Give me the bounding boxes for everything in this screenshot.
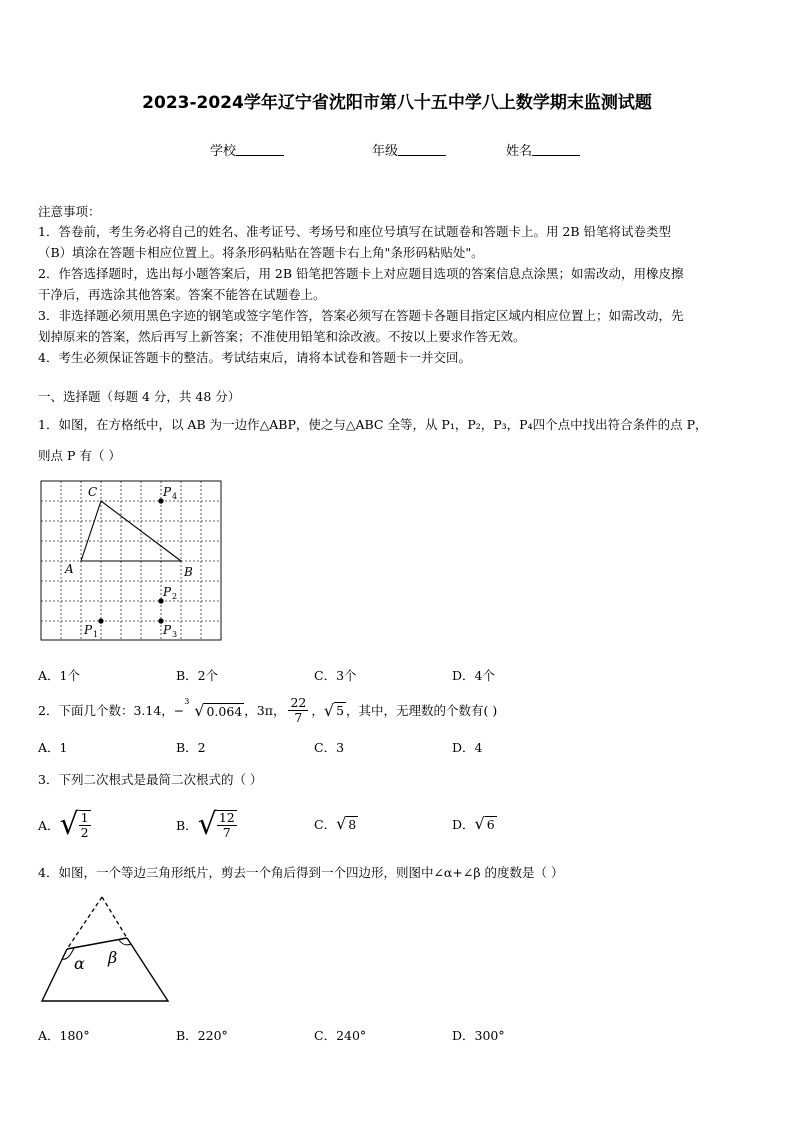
point-p4 [158, 498, 163, 503]
q2-option-b: B．2 [176, 740, 206, 755]
question-1-text-cont: 则点 P 有（ ） [38, 448, 121, 463]
question-1-figure [40, 480, 224, 642]
radical-icon: √ [194, 700, 205, 720]
grade-field [372, 140, 446, 159]
q2-sep: ， [311, 703, 324, 718]
q3-option-d [452, 814, 497, 833]
fraction-denominator: 7 [222, 825, 231, 840]
name-label: 姓名 [506, 144, 533, 159]
cut-corner-right [102, 897, 127, 938]
label-p1: P [84, 623, 93, 637]
q2-fraction [288, 696, 308, 725]
label-beta: β [108, 948, 118, 967]
subscript-2: 2 [172, 592, 178, 601]
notice-heading: 注意事项： [38, 204, 101, 219]
point-p2 [158, 598, 163, 603]
q2-pi-term: ，3π， [244, 703, 286, 718]
cut-corner-left [67, 897, 102, 949]
question-1-text: 1．如图，在方格纸中，以 AB 为一边作△ABP，使之与△ABC 全等，从 P₁，P₂，P₃，P₄四个点中找出符合条件的点 P， [38, 417, 708, 432]
q3-c-radicand: 8 [348, 817, 357, 832]
q3-option-b [176, 803, 237, 847]
school-blank [236, 143, 284, 156]
q2-option-d: D．4 [452, 740, 483, 755]
radical-icon: √ [59, 807, 79, 842]
q4-option-d: D．300° [452, 1028, 505, 1043]
label-p4: P [163, 485, 172, 499]
radical-icon: √ [336, 814, 347, 833]
q4-option-c: C．240° [314, 1028, 367, 1043]
cbrt-index: 3 [184, 696, 190, 706]
q3-option-c [314, 814, 358, 833]
q3-a-fraction [79, 810, 91, 840]
q4-option-b: B．220° [176, 1028, 228, 1043]
triangle-abc [81, 501, 181, 561]
q3-d-radicand: 6 [486, 817, 495, 832]
q1-option-d: D．4个 [452, 668, 495, 683]
grade-blank [398, 143, 446, 156]
grade-label: 年级 [372, 144, 399, 159]
radical-icon: √ [197, 807, 217, 842]
q1-option-c: C．3个 [314, 668, 357, 683]
fraction-denominator: 2 [80, 825, 89, 840]
subscript-1: 1 [93, 630, 99, 639]
label-alpha: α [74, 954, 85, 973]
cut-line [67, 938, 127, 949]
q4-option-a: A．180° [38, 1028, 90, 1043]
q3-option-a [38, 803, 91, 847]
quadrilateral [42, 938, 168, 1001]
radical-icon: √ [323, 700, 335, 720]
label-a: A [65, 562, 74, 576]
q2-cube-root [184, 696, 244, 720]
q3-a-label: A． [38, 818, 60, 833]
question-2-text [38, 692, 497, 728]
fraction-denominator: 7 [294, 709, 303, 725]
radical-icon: √ [474, 814, 485, 833]
q3-c-label: C． [314, 817, 337, 832]
fraction-numerator: 1 [80, 810, 89, 825]
q2-suffix: ，其中，无理数的个数有( ) [346, 703, 498, 718]
cbrt-radicand: 0.064 [206, 703, 243, 719]
q2-option-a: A．1 [38, 740, 68, 755]
angle-arc-alpha [62, 948, 74, 959]
question-4-text: 4．如图，一个等边三角形纸片，剪去一个角后得到一个四边形，则图中∠α+∠β 的度数是（ ） [38, 865, 564, 880]
question-4-figure [38, 893, 174, 1005]
fraction-numerator: 22 [290, 694, 307, 710]
q2-sqrt-radicand: 5 [336, 702, 345, 718]
q3-b-label: B． [176, 818, 198, 833]
notice-line: 2．作答选择题时，选出每小题答案后，用 2B 铅笔把答题卡上对应题目选项的答案信息点涂黑；如需改动，用橡皮擦 [38, 266, 684, 281]
notice-line: 3．非选择题必须用黑色字迹的钢笔或签字笔作答，答案必须写在答题卡各题目指定区域内相应位置上；如需改动，先 [38, 308, 684, 323]
label-p3: P [163, 623, 172, 637]
page-title: 2023-2024学年辽宁省沈阳市第八十五中学八上数学期末监测试题 [142, 93, 652, 113]
question-3-text: 3．下列二次根式是最简二次根式的（ ） [38, 772, 263, 787]
q2-option-c: C．3 [314, 740, 345, 755]
fraction-numerator: 12 [218, 810, 235, 825]
school-field [210, 140, 284, 159]
notice-line: （B）填涂在答题卡相应位置上。将条形码粘贴在答题卡右上角"条形码粘贴处"。 [38, 245, 484, 260]
point-p1 [98, 618, 103, 623]
q1-option-b: B．2个 [176, 668, 219, 683]
notice-line: 干净后，再选涂其他答案。答案不能答在试题卷上。 [38, 287, 326, 302]
label-c: C [88, 485, 98, 499]
notice-line: 1．答卷前，考生务必将自己的姓名、准考证号、考场号和座位号填写在试题卷和答题卡上。用 2B 铅笔将试卷类型 [38, 224, 672, 239]
q3-d-label: D． [452, 817, 475, 832]
q2-prefix: 2．下面几个数：3.14， [38, 703, 174, 718]
section-heading: 一、选择题（每题 4 分，共 48 分） [38, 389, 241, 404]
school-label: 学校 [210, 144, 237, 159]
name-field [506, 140, 580, 159]
name-blank [532, 143, 580, 156]
q1-option-a: A．1个 [38, 668, 80, 683]
label-p2: P [163, 585, 172, 599]
q3-b-fraction [217, 810, 237, 840]
subscript-3: 3 [172, 630, 178, 639]
notice-line: 4．考生必须保证答题卡的整洁。考试结束后，请将本试卷和答题卡一并交回。 [38, 350, 471, 365]
label-b: B [184, 565, 193, 579]
notice-line: 划掉原来的答案，然后再写上新答案；不准使用铅笔和涂改液。不按以上要求作答无效。 [38, 329, 526, 344]
subscript-4: 4 [172, 492, 178, 501]
q2-cbrt-prefix: − [173, 702, 185, 718]
